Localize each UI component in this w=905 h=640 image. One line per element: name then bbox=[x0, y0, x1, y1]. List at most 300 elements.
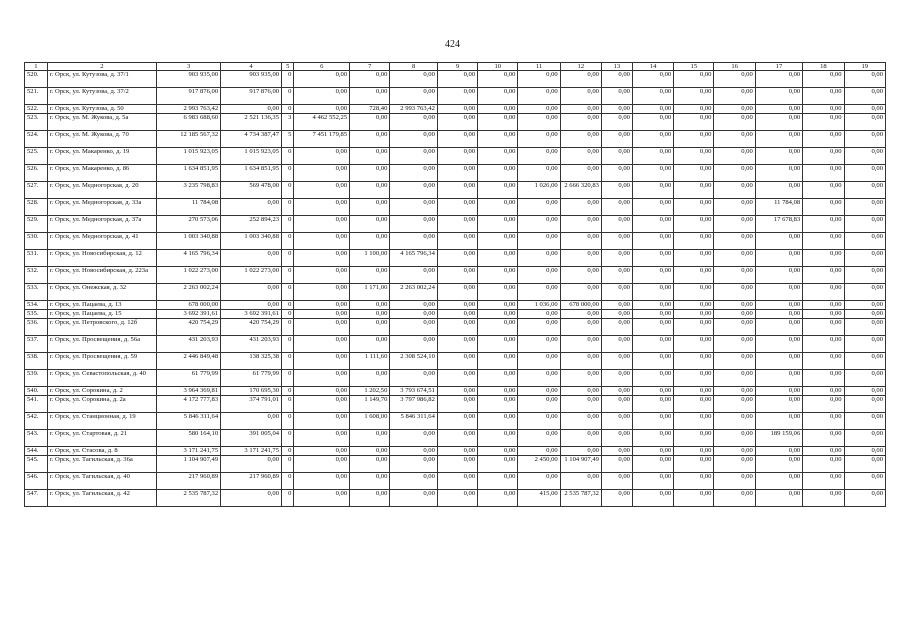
value-cell: 1 022 273,00 bbox=[221, 267, 282, 284]
value-cell: 2 535 787,32 bbox=[157, 490, 221, 507]
value-cell: 0,00 bbox=[478, 413, 518, 430]
header-row bbox=[25, 63, 886, 71]
value-cell: 0,00 bbox=[221, 199, 282, 216]
value-cell: 0,00 bbox=[632, 148, 673, 165]
value-cell: 7 451 179,85 bbox=[294, 131, 350, 148]
column-header: 17 bbox=[755, 63, 802, 71]
value-cell: 0,00 bbox=[560, 114, 601, 131]
value-cell: 0,00 bbox=[755, 114, 802, 131]
value-cell: 0,00 bbox=[844, 267, 885, 284]
value-cell: 0,00 bbox=[560, 310, 601, 319]
value-cell: 0,00 bbox=[674, 396, 714, 413]
value-cell: 0,00 bbox=[755, 131, 802, 148]
value-cell: 0,00 bbox=[714, 114, 755, 131]
value-cell: 0,00 bbox=[674, 114, 714, 131]
value-cell: 0,00 bbox=[518, 284, 560, 301]
value-cell: 0,00 bbox=[518, 396, 560, 413]
value-cell: 0,00 bbox=[803, 319, 844, 336]
value-cell: 0,00 bbox=[221, 250, 282, 267]
value-cell: 0,00 bbox=[350, 473, 390, 490]
value-cell: 0,00 bbox=[560, 447, 601, 456]
value-cell: 0,00 bbox=[294, 284, 350, 301]
value-cell: 0,00 bbox=[674, 336, 714, 353]
value-cell: 2 446 849,48 bbox=[157, 353, 221, 370]
value-cell: 0,00 bbox=[221, 301, 282, 310]
address-cell: г. Орск, ул. Севастопольская, д. 40 bbox=[47, 370, 156, 387]
value-cell: 0,00 bbox=[632, 456, 673, 473]
value-cell: 0,00 bbox=[632, 88, 673, 105]
value-cell: 0,00 bbox=[478, 250, 518, 267]
value-cell: 0,00 bbox=[844, 148, 885, 165]
value-cell: 0,00 bbox=[350, 71, 390, 88]
value-cell: 0,00 bbox=[390, 430, 437, 447]
value-cell: 0,00 bbox=[714, 473, 755, 490]
value-cell: 0,00 bbox=[632, 114, 673, 131]
value-cell: 0,00 bbox=[755, 336, 802, 353]
value-cell: 0,00 bbox=[803, 336, 844, 353]
value-cell: 0,00 bbox=[803, 430, 844, 447]
address-cell: г. Орск, ул. Медногорская, д. 20 bbox=[47, 182, 156, 199]
value-cell: 0,00 bbox=[478, 131, 518, 148]
value-cell: 2 308 524,10 bbox=[390, 353, 437, 370]
value-cell: 0,00 bbox=[437, 490, 477, 507]
address-cell: г. Орск, ул. М. Жукова, д. 5а bbox=[47, 114, 156, 131]
value-cell: 0,00 bbox=[844, 396, 885, 413]
row-number-cell: 539. bbox=[25, 370, 48, 387]
value-cell: 0,00 bbox=[844, 336, 885, 353]
value-cell: 0,00 bbox=[803, 301, 844, 310]
value-cell: 0,00 bbox=[601, 182, 632, 199]
value-cell: 420 754,29 bbox=[221, 319, 282, 336]
column-header: 5 bbox=[282, 63, 294, 71]
value-cell: 0,00 bbox=[844, 216, 885, 233]
value-cell: 0,00 bbox=[632, 490, 673, 507]
value-cell: 0,00 bbox=[294, 413, 350, 430]
value-cell: 0,00 bbox=[478, 353, 518, 370]
value-cell: 0,00 bbox=[632, 387, 673, 396]
value-cell: 0 bbox=[282, 267, 294, 284]
value-cell: 0,00 bbox=[803, 131, 844, 148]
value-cell: 0,00 bbox=[844, 301, 885, 310]
address-cell: г. Орск, ул. Пацаева, д. 15 bbox=[47, 310, 156, 319]
value-cell: 0,00 bbox=[674, 284, 714, 301]
value-cell: 0,00 bbox=[518, 114, 560, 131]
value-cell: 0,00 bbox=[390, 182, 437, 199]
value-cell: 0,00 bbox=[390, 473, 437, 490]
value-cell: 0,00 bbox=[478, 370, 518, 387]
value-cell: 0,00 bbox=[601, 199, 632, 216]
value-cell: 0,00 bbox=[601, 284, 632, 301]
column-header: 7 bbox=[350, 63, 390, 71]
value-cell: 0,00 bbox=[437, 336, 477, 353]
table-row bbox=[25, 456, 886, 473]
value-cell: 0,00 bbox=[632, 396, 673, 413]
value-cell: 2 666 320,83 bbox=[560, 182, 601, 199]
value-cell: 3 171 241,75 bbox=[221, 447, 282, 456]
row-number-cell: 523. bbox=[25, 114, 48, 131]
row-number-cell: 545. bbox=[25, 456, 48, 473]
value-cell: 0,00 bbox=[674, 387, 714, 396]
value-cell: 0,00 bbox=[844, 199, 885, 216]
value-cell: 0,00 bbox=[714, 456, 755, 473]
value-cell: 431 203,93 bbox=[157, 336, 221, 353]
value-cell: 0,00 bbox=[350, 114, 390, 131]
value-cell: 0,00 bbox=[518, 473, 560, 490]
value-cell: 0,00 bbox=[478, 267, 518, 284]
row-number-cell: 535. bbox=[25, 310, 48, 319]
value-cell: 0,00 bbox=[755, 473, 802, 490]
address-cell: г. Орск, ул. Кутузова, д. 50 bbox=[47, 105, 156, 114]
value-cell: 0,00 bbox=[632, 284, 673, 301]
value-cell: 0,00 bbox=[437, 456, 477, 473]
value-cell: 1 202,50 bbox=[350, 387, 390, 396]
table-row bbox=[25, 88, 886, 105]
value-cell: 0,00 bbox=[674, 267, 714, 284]
value-cell: 0,00 bbox=[560, 370, 601, 387]
value-cell: 0,00 bbox=[518, 413, 560, 430]
value-cell: 0,00 bbox=[844, 182, 885, 199]
row-number-cell: 528. bbox=[25, 199, 48, 216]
value-cell: 0,00 bbox=[221, 490, 282, 507]
value-cell: 0,00 bbox=[674, 430, 714, 447]
value-cell: 4 734 387,47 bbox=[221, 131, 282, 148]
value-cell: 138 325,38 bbox=[221, 353, 282, 370]
value-cell: 917 876,00 bbox=[221, 88, 282, 105]
value-cell: 0 bbox=[282, 370, 294, 387]
value-cell: 917 876,00 bbox=[157, 88, 221, 105]
value-cell: 0,00 bbox=[478, 396, 518, 413]
value-cell: 0,00 bbox=[844, 370, 885, 387]
value-cell: 0,00 bbox=[518, 319, 560, 336]
column-header: 14 bbox=[632, 63, 673, 71]
value-cell: 0,00 bbox=[755, 267, 802, 284]
value-cell: 17 678,83 bbox=[755, 216, 802, 233]
value-cell: 1 608,00 bbox=[350, 413, 390, 430]
value-cell: 0 bbox=[282, 250, 294, 267]
value-cell: 0,00 bbox=[632, 353, 673, 370]
value-cell: 0,00 bbox=[478, 88, 518, 105]
value-cell: 0 bbox=[282, 387, 294, 396]
value-cell: 0 bbox=[282, 284, 294, 301]
value-cell: 0,00 bbox=[294, 353, 350, 370]
value-cell: 728,40 bbox=[350, 105, 390, 114]
value-cell: 0 bbox=[282, 165, 294, 182]
address-cell: г. Орск, ул. Онежская, д. 32 bbox=[47, 284, 156, 301]
value-cell: 0,00 bbox=[844, 250, 885, 267]
value-cell: 0,00 bbox=[294, 105, 350, 114]
value-cell: 0,00 bbox=[350, 267, 390, 284]
value-cell: 0,00 bbox=[294, 71, 350, 88]
value-cell: 0,00 bbox=[560, 233, 601, 250]
value-cell: 0,00 bbox=[294, 430, 350, 447]
value-cell: 0,00 bbox=[674, 148, 714, 165]
value-cell: 0,00 bbox=[350, 319, 390, 336]
value-cell: 0,00 bbox=[803, 413, 844, 430]
value-cell: 0,00 bbox=[478, 473, 518, 490]
value-cell: 61 779,99 bbox=[221, 370, 282, 387]
value-cell: 0,00 bbox=[632, 233, 673, 250]
value-cell: 903 935,00 bbox=[221, 71, 282, 88]
value-cell: 0 bbox=[282, 71, 294, 88]
value-cell: 0,00 bbox=[632, 165, 673, 182]
value-cell: 0,00 bbox=[632, 310, 673, 319]
value-cell: 0,00 bbox=[601, 131, 632, 148]
value-cell: 0,00 bbox=[803, 165, 844, 182]
value-cell: 0,00 bbox=[601, 310, 632, 319]
value-cell: 0,00 bbox=[803, 267, 844, 284]
value-cell: 0,00 bbox=[390, 165, 437, 182]
column-header: 10 bbox=[478, 63, 518, 71]
value-cell: 0,00 bbox=[437, 233, 477, 250]
value-cell: 374 791,01 bbox=[221, 396, 282, 413]
value-cell: 0,00 bbox=[478, 319, 518, 336]
row-number-cell: 541. bbox=[25, 396, 48, 413]
value-cell: 0,00 bbox=[755, 284, 802, 301]
row-number-cell: 532. bbox=[25, 267, 48, 284]
value-cell: 0,00 bbox=[350, 310, 390, 319]
value-cell: 3 171 241,75 bbox=[157, 447, 221, 456]
data-table bbox=[24, 62, 886, 507]
row-number-cell: 531. bbox=[25, 250, 48, 267]
row-number-cell: 522. bbox=[25, 105, 48, 114]
value-cell: 0,00 bbox=[601, 370, 632, 387]
value-cell: 0,00 bbox=[560, 413, 601, 430]
row-number-cell: 542. bbox=[25, 413, 48, 430]
value-cell: 0,00 bbox=[437, 88, 477, 105]
column-header: 2 bbox=[47, 63, 156, 71]
row-number-cell: 525. bbox=[25, 148, 48, 165]
column-header: 16 bbox=[714, 63, 755, 71]
value-cell: 61 779,99 bbox=[157, 370, 221, 387]
table-row bbox=[25, 182, 886, 199]
value-cell: 0,00 bbox=[294, 336, 350, 353]
value-cell: 0,00 bbox=[518, 387, 560, 396]
address-cell: г. Орск, ул. Тагильская, д. 36а bbox=[47, 456, 156, 473]
value-cell: 0,00 bbox=[755, 396, 802, 413]
value-cell: 0,00 bbox=[844, 473, 885, 490]
value-cell: 0,00 bbox=[803, 88, 844, 105]
value-cell: 0 bbox=[282, 490, 294, 507]
value-cell: 0,00 bbox=[714, 165, 755, 182]
value-cell: 0,00 bbox=[294, 396, 350, 413]
value-cell: 0,00 bbox=[601, 71, 632, 88]
table-row bbox=[25, 148, 886, 165]
value-cell: 0,00 bbox=[350, 336, 390, 353]
value-cell: 0 bbox=[282, 447, 294, 456]
value-cell: 0,00 bbox=[755, 88, 802, 105]
value-cell: 1 171,00 bbox=[350, 284, 390, 301]
value-cell: 431 203,93 bbox=[221, 336, 282, 353]
value-cell: 0,00 bbox=[560, 284, 601, 301]
address-cell: г. Орск, ул. Кутузова, д. 37/1 bbox=[47, 71, 156, 88]
value-cell: 0,00 bbox=[844, 387, 885, 396]
value-cell: 0,00 bbox=[478, 301, 518, 310]
value-cell: 0,00 bbox=[844, 233, 885, 250]
value-cell: 3 692 391,61 bbox=[221, 310, 282, 319]
value-cell: 0,00 bbox=[674, 250, 714, 267]
value-cell: 0,00 bbox=[714, 216, 755, 233]
address-cell: г. Орск, ул. Тагильская, д. 40 bbox=[47, 473, 156, 490]
value-cell: 0,00 bbox=[437, 413, 477, 430]
value-cell: 0 bbox=[282, 105, 294, 114]
value-cell: 0 bbox=[282, 413, 294, 430]
value-cell: 0,00 bbox=[294, 387, 350, 396]
value-cell: 0 bbox=[282, 301, 294, 310]
value-cell: 0,00 bbox=[714, 199, 755, 216]
value-cell: 0,00 bbox=[390, 456, 437, 473]
value-cell: 0,00 bbox=[294, 88, 350, 105]
value-cell: 3 964 369,81 bbox=[157, 387, 221, 396]
table-row bbox=[25, 165, 886, 182]
value-cell: 0,00 bbox=[437, 310, 477, 319]
page-number: 424 bbox=[445, 39, 460, 50]
value-cell: 1 104 907,49 bbox=[157, 456, 221, 473]
value-cell: 0,00 bbox=[844, 284, 885, 301]
value-cell: 0,00 bbox=[560, 71, 601, 88]
column-header: 3 bbox=[157, 63, 221, 71]
value-cell: 0,00 bbox=[714, 387, 755, 396]
value-cell: 0,00 bbox=[221, 284, 282, 301]
value-cell: 0,00 bbox=[478, 490, 518, 507]
column-header: 11 bbox=[518, 63, 560, 71]
value-cell: 5 846 311,64 bbox=[157, 413, 221, 430]
value-cell: 0,00 bbox=[560, 216, 601, 233]
value-cell: 0,00 bbox=[390, 148, 437, 165]
value-cell: 0,00 bbox=[390, 88, 437, 105]
value-cell: 0,00 bbox=[437, 105, 477, 114]
value-cell: 0,00 bbox=[560, 199, 601, 216]
value-cell: 0,00 bbox=[803, 447, 844, 456]
address-cell: г. Орск, ул. Тагильская, д. 42 bbox=[47, 490, 156, 507]
table-row bbox=[25, 284, 886, 301]
value-cell: 0,00 bbox=[221, 105, 282, 114]
value-cell: 0,00 bbox=[390, 71, 437, 88]
value-cell: 0,00 bbox=[714, 233, 755, 250]
value-cell: 0,00 bbox=[674, 319, 714, 336]
row-number-cell: 538. bbox=[25, 353, 48, 370]
value-cell: 1 003 340,88 bbox=[221, 233, 282, 250]
value-cell: 0,00 bbox=[755, 233, 802, 250]
value-cell: 0,00 bbox=[674, 71, 714, 88]
value-cell: 0 bbox=[282, 88, 294, 105]
column-header: 19 bbox=[844, 63, 885, 71]
value-cell: 0 bbox=[282, 216, 294, 233]
value-cell: 0,00 bbox=[390, 267, 437, 284]
table-row bbox=[25, 216, 886, 233]
value-cell: 569 478,00 bbox=[221, 182, 282, 199]
row-number-cell: 544. bbox=[25, 447, 48, 456]
value-cell: 0,00 bbox=[518, 71, 560, 88]
value-cell: 3 797 986,82 bbox=[390, 396, 437, 413]
value-cell: 0,00 bbox=[350, 490, 390, 507]
value-cell: 0,00 bbox=[294, 490, 350, 507]
value-cell: 0,00 bbox=[390, 301, 437, 310]
value-cell: 0,00 bbox=[478, 182, 518, 199]
value-cell: 0,00 bbox=[350, 301, 390, 310]
value-cell: 0,00 bbox=[714, 71, 755, 88]
value-cell: 0,00 bbox=[674, 182, 714, 199]
value-cell: 0,00 bbox=[844, 71, 885, 88]
value-cell: 0,00 bbox=[632, 370, 673, 387]
table-row bbox=[25, 490, 886, 507]
address-cell: г. Орск, ул. Просвещения, д. 59 bbox=[47, 353, 156, 370]
value-cell: 2 450,00 bbox=[518, 456, 560, 473]
value-cell: 11 784,08 bbox=[755, 199, 802, 216]
table-body bbox=[25, 71, 886, 507]
value-cell: 0,00 bbox=[674, 105, 714, 114]
column-header: 1 bbox=[25, 63, 48, 71]
value-cell: 0,00 bbox=[714, 310, 755, 319]
value-cell: 0,00 bbox=[755, 105, 802, 114]
row-number-cell: 521. bbox=[25, 88, 48, 105]
value-cell: 1 036,00 bbox=[518, 301, 560, 310]
value-cell: 0,00 bbox=[478, 105, 518, 114]
value-cell: 0,00 bbox=[478, 456, 518, 473]
value-cell: 0,00 bbox=[601, 148, 632, 165]
value-cell: 0,00 bbox=[714, 182, 755, 199]
value-cell: 4 165 796,34 bbox=[390, 250, 437, 267]
value-cell: 0,00 bbox=[632, 131, 673, 148]
address-cell: г. Орск, ул. Новосибирская, д. 12 bbox=[47, 250, 156, 267]
row-number-cell: 526. bbox=[25, 165, 48, 182]
value-cell: 0,00 bbox=[294, 216, 350, 233]
address-cell: г. Орск, ул. Макаренко, д. 19 bbox=[47, 148, 156, 165]
value-cell: 189 159,06 bbox=[755, 430, 802, 447]
value-cell: 0,00 bbox=[714, 370, 755, 387]
table-row bbox=[25, 233, 886, 250]
value-cell: 0,00 bbox=[803, 353, 844, 370]
value-cell: 0,00 bbox=[803, 473, 844, 490]
value-cell: 0 bbox=[282, 148, 294, 165]
value-cell: 0,00 bbox=[601, 396, 632, 413]
value-cell: 391 005,04 bbox=[221, 430, 282, 447]
table-row bbox=[25, 105, 886, 114]
value-cell: 0,00 bbox=[755, 250, 802, 267]
value-cell: 0,00 bbox=[632, 71, 673, 88]
value-cell: 0,00 bbox=[803, 370, 844, 387]
value-cell: 0,00 bbox=[714, 413, 755, 430]
value-cell: 0,00 bbox=[518, 336, 560, 353]
value-cell: 0,00 bbox=[560, 473, 601, 490]
value-cell: 0,00 bbox=[437, 473, 477, 490]
value-cell: 0,00 bbox=[714, 336, 755, 353]
address-cell: г. Орск, ул. Макаренко, д. 86 bbox=[47, 165, 156, 182]
value-cell: 4 165 796,34 bbox=[157, 250, 221, 267]
value-cell: 0,00 bbox=[518, 430, 560, 447]
value-cell: 0 bbox=[282, 310, 294, 319]
column-header: 9 bbox=[437, 63, 477, 71]
value-cell: 0,00 bbox=[350, 182, 390, 199]
address-cell: г. Орск, ул. Сорокина, д. 2 bbox=[47, 387, 156, 396]
value-cell: 5 846 311,64 bbox=[390, 413, 437, 430]
value-cell: 2 993 763,42 bbox=[390, 105, 437, 114]
value-cell: 0,00 bbox=[390, 114, 437, 131]
value-cell: 2 263 002,24 bbox=[157, 284, 221, 301]
value-cell: 0,00 bbox=[560, 353, 601, 370]
row-number-cell: 527. bbox=[25, 182, 48, 199]
value-cell: 0,00 bbox=[632, 319, 673, 336]
value-cell: 4 172 777,83 bbox=[157, 396, 221, 413]
value-cell: 415,00 bbox=[518, 490, 560, 507]
value-cell: 0,00 bbox=[294, 301, 350, 310]
value-cell: 0,00 bbox=[803, 387, 844, 396]
value-cell: 1 149,70 bbox=[350, 396, 390, 413]
value-cell: 0,00 bbox=[478, 216, 518, 233]
value-cell: 0,00 bbox=[390, 233, 437, 250]
value-cell: 0,00 bbox=[560, 319, 601, 336]
address-cell: г. Орск, ул. М. Жукова, д. 70 bbox=[47, 131, 156, 148]
value-cell: 0 bbox=[282, 430, 294, 447]
